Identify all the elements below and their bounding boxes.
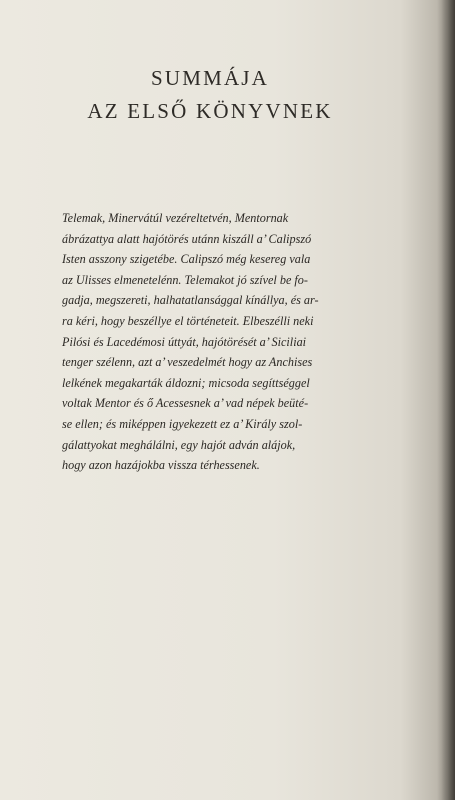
book-spine-shadow	[437, 0, 455, 800]
chapter-title	[0, 62, 420, 128]
summary-line: Telemak, Minervátúl vezéreltetvén, Mentornak	[62, 211, 289, 225]
summary-line: voltak Mentor és ő Acessesnek a’ vad népek beüté-	[62, 396, 309, 411]
chapter-title-line-2: AZ ELSŐ KÖNYVNEK	[87, 99, 333, 123]
chapter-title-line-1: SUMMÁJA	[150, 66, 270, 90]
summary-line: Pilósi és Lacedémosi úttyát, hajótörését a’ Siciliai	[62, 334, 307, 349]
summary-line: se ellen; és miképpen igyekezett ez a’ Király szol-	[62, 416, 303, 431]
summary-line: tenger szélenn, azt a’ veszedelmét hogy az Anchises	[62, 355, 313, 370]
summary-line: gálattyokat meghálálni, egy hajót adván alájok,	[62, 437, 296, 452]
summary-line: hogy azon hazájokba vissza térhessenek.	[62, 458, 260, 473]
summary-line: gadja, megszereti, halhatatlansággal kínállya, és ar-	[62, 293, 319, 308]
summary-line: ábrázattya alatt hajótörés utánn kiszáll a’ Calipszó	[62, 231, 312, 246]
summary-line: ra kéri, hogy beszéllye el történeteit. Elbeszélli neki	[62, 313, 314, 328]
summary-paragraph	[62, 208, 360, 476]
summary-line: Isten asszony szigetébe. Calipszó még kesereg vala	[62, 252, 311, 267]
summary-line: lelkének megakarták áldozni; micsoda segíttséggel	[62, 375, 310, 390]
summary-line: az Ulisses elmenetelénn. Telemakot jó szível be fo-	[62, 272, 308, 287]
